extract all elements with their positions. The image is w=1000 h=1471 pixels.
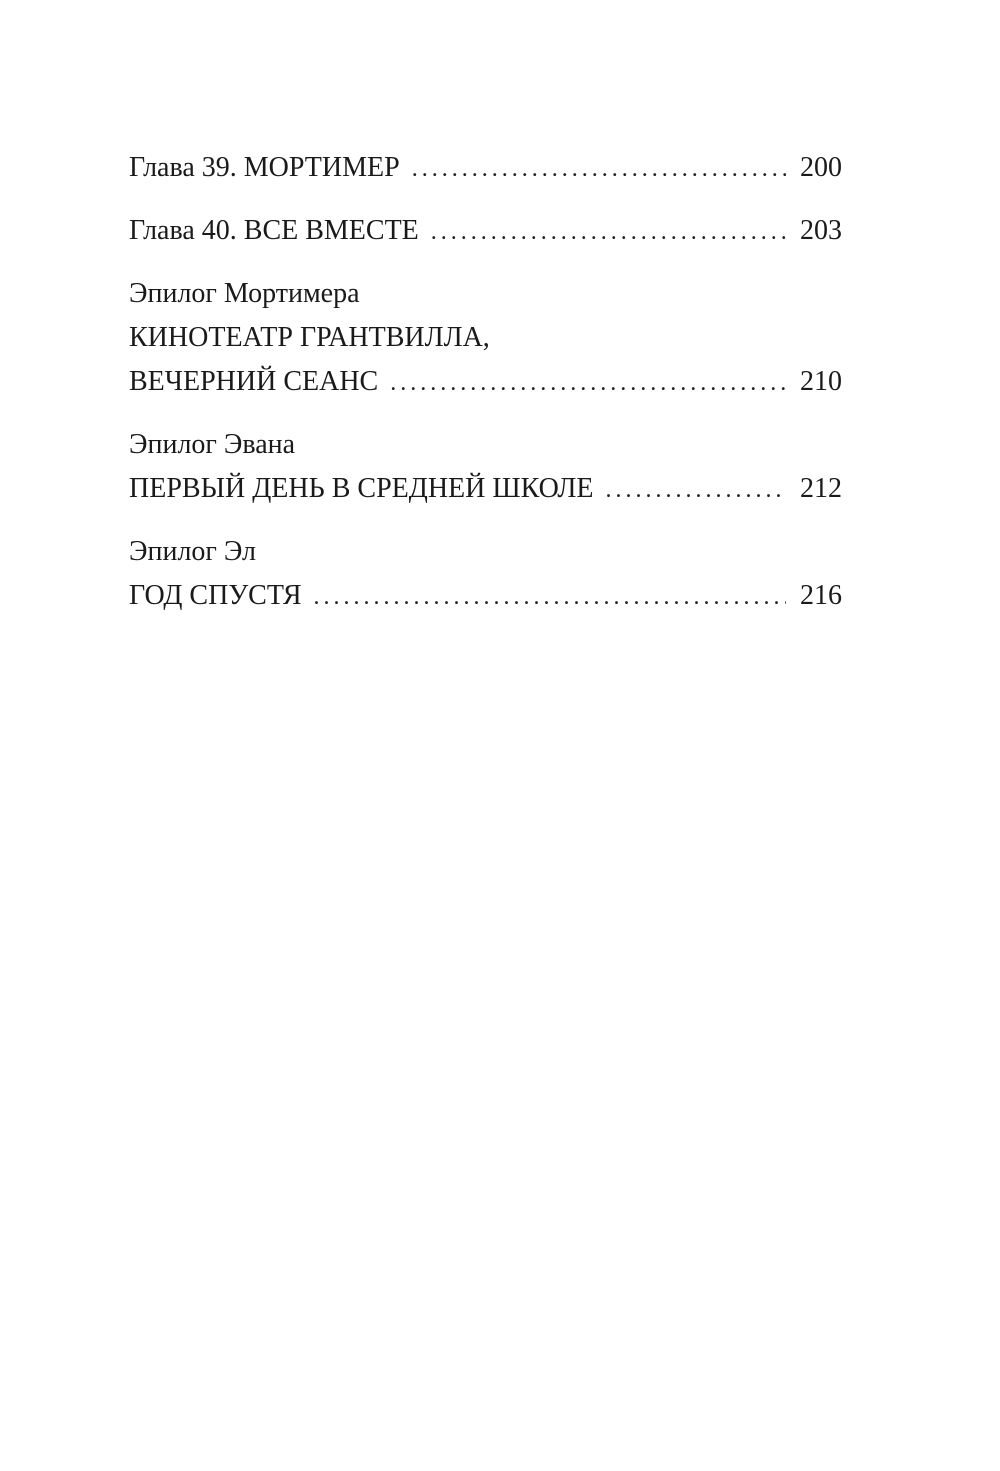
toc-entry-line (129, 423, 842, 467)
toc-entry-chapter-39[interactable] (129, 146, 842, 190)
toc-entry-line (129, 146, 842, 190)
toc-page-number: 203 (800, 215, 842, 246)
table-of-contents (129, 146, 842, 637)
toc-entry-line (129, 574, 842, 618)
toc-entry-line (129, 360, 842, 404)
toc-entry-title: Глава 39. МОРТИМЕР (129, 152, 400, 183)
toc-entry-epilogue-evan[interactable] (129, 423, 842, 511)
toc-entry-heading: Эпилог Эвана (129, 429, 296, 460)
dot-leader (314, 575, 786, 619)
toc-entry-epilogue-mortimer[interactable] (129, 272, 842, 404)
toc-entry-title: ВЕЧЕРНИЙ СЕАНС (129, 366, 379, 397)
toc-entry-line (129, 467, 842, 511)
toc-entry-line (129, 530, 842, 574)
dot-leader (390, 361, 786, 405)
toc-entry-heading: Эпилог Эл (129, 536, 256, 567)
toc-page-number: 212 (800, 473, 842, 504)
toc-entry-title: ПЕРВЫЙ ДЕНЬ В СРЕДНЕЙ ШКОЛЕ (129, 473, 594, 504)
toc-entry-line (129, 272, 842, 316)
dot-leader (606, 468, 786, 512)
toc-entry-line (129, 209, 842, 253)
toc-entry-epilogue-el[interactable] (129, 530, 842, 618)
toc-entry-heading: Эпилог Мортимера (129, 278, 360, 309)
dot-leader (431, 210, 786, 254)
toc-page-number: 200 (800, 152, 842, 183)
dot-leader (412, 147, 786, 191)
toc-entry-line (129, 316, 842, 360)
toc-page-number: 210 (800, 366, 842, 397)
toc-entry-title: Глава 40. ВСЕ ВМЕСТЕ (129, 215, 419, 246)
toc-entry-title: КИНОТЕАТР ГРАНТВИЛЛА, (129, 322, 490, 353)
toc-entry-title: ГОД СПУСТЯ (129, 580, 302, 611)
toc-page-number: 216 (800, 580, 842, 611)
toc-entry-chapter-40[interactable] (129, 209, 842, 253)
